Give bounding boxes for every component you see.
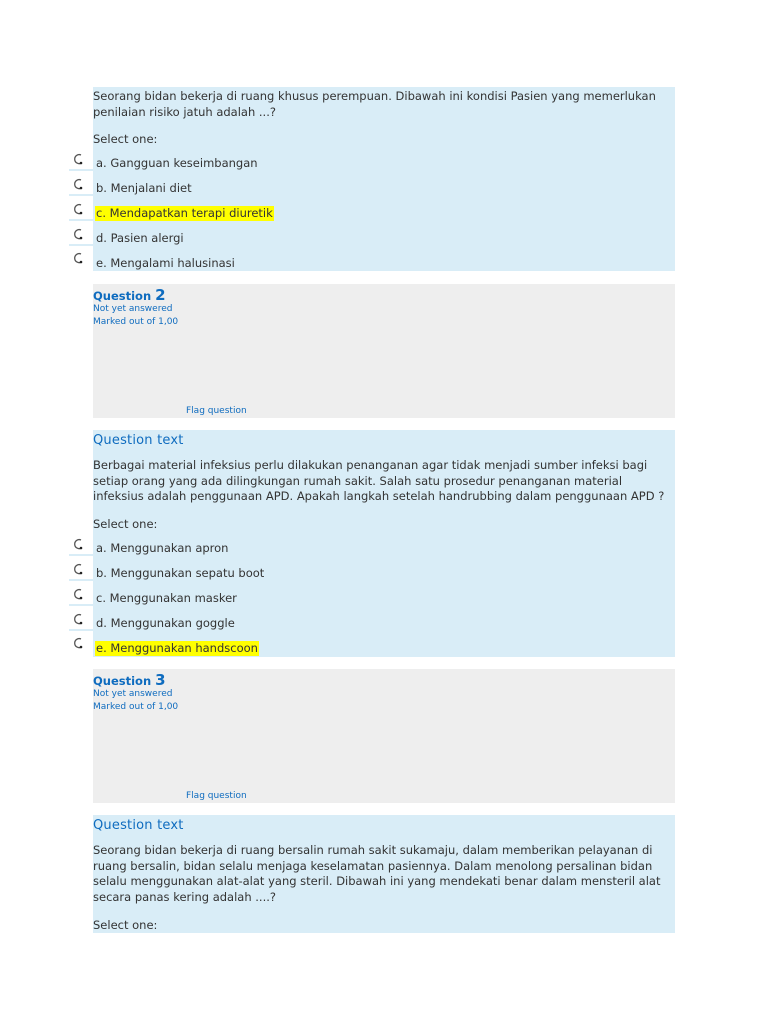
question-1-text: Seorang bidan bekerja di ruang khusus perempuan. Dibawah ini kondisi Pasien yang memerlukan penilaian risiko jatuh adalah ...? <box>93 89 656 119</box>
radio-button-icon[interactable] <box>69 585 93 603</box>
q2-option-e[interactable]: e. Menggunakan handscoon <box>96 641 258 655</box>
question-text-heading: Question text <box>93 433 184 448</box>
question-label: Question <box>93 289 152 303</box>
radio-button-icon[interactable] <box>69 249 93 267</box>
question-text-heading: Question text <box>93 818 184 833</box>
question-3-text: Seorang bidan bekerja di ruang bersalin rumah sakit sukamaju, dalam memberikan pelayanan di ruang bersalin, bidan selalu menjaga keselamatan pasiennya. Dalam menolong persalinan bidan selalu menggunakan alat-alat yang steril. Dibawah ini yang mendekati benar dalam mensteril alat secara panas kering adalah ....? <box>93 843 661 904</box>
question-3-content <box>93 815 675 933</box>
option-separator <box>69 244 93 246</box>
option-separator <box>69 554 93 556</box>
radio-button-icon[interactable] <box>69 175 93 193</box>
answer-state: Not yet answered <box>93 689 173 699</box>
q1-option-c[interactable]: c. Mendapatkan terapi diuretik <box>96 206 273 220</box>
question-2-number <box>93 286 166 304</box>
question-number: 2 <box>155 286 166 304</box>
select-one-label: Select one: <box>93 918 158 932</box>
question-label: Question <box>93 674 152 688</box>
option-separator <box>69 629 93 631</box>
question-3-info <box>93 669 675 803</box>
q1-option-d[interactable]: d. Pasien alergi <box>96 231 184 245</box>
marks-info: Marked out of 1,00 <box>93 702 179 712</box>
q2-option-a[interactable]: a. Menggunakan apron <box>96 541 229 555</box>
option-separator <box>69 169 93 171</box>
radio-button-icon[interactable] <box>69 610 93 628</box>
q2-option-d[interactable]: d. Menggunakan goggle <box>96 616 235 630</box>
radio-button-icon[interactable] <box>69 560 93 578</box>
question-number: 3 <box>155 671 166 689</box>
option-separator <box>69 579 93 581</box>
radio-button-icon[interactable] <box>69 225 93 243</box>
q2-option-b[interactable]: b. Menggunakan sepatu boot <box>96 566 265 580</box>
select-one-label: Select one: <box>93 132 158 146</box>
marks-info: Marked out of 1,00 <box>93 317 179 327</box>
flag-question-link[interactable]: Flag question <box>186 406 247 416</box>
radio-button-icon[interactable] <box>69 150 93 168</box>
radio-button-icon[interactable] <box>69 200 93 218</box>
option-separator <box>69 604 93 606</box>
q1-option-e[interactable]: e. Mengalami halusinasi <box>96 256 235 270</box>
question-2-content <box>93 430 675 657</box>
question-2-info <box>93 284 675 418</box>
radio-button-icon[interactable] <box>69 535 93 553</box>
answer-state: Not yet answered <box>93 304 173 314</box>
question-1-content <box>93 87 675 271</box>
q2-option-c[interactable]: c. Menggunakan masker <box>96 591 237 605</box>
question-3-number <box>93 671 166 689</box>
select-one-label: Select one: <box>93 517 158 531</box>
q1-option-b[interactable]: b. Menjalani diet <box>96 181 192 195</box>
option-separator <box>69 219 93 221</box>
option-separator <box>69 194 93 196</box>
radio-button-icon[interactable] <box>69 634 93 652</box>
question-2-text: Berbagai material infeksius perlu dilakukan penanganan agar tidak menjadi sumber infeksi bagi setiap orang yang ada dilingkungan rumah sakit. Salah satu prosedur penanganan material infeksius adalah penggunaan APD. Apakah langkah setelah handrubbing dalam penggunaan APD ? <box>93 458 665 503</box>
flag-question-link[interactable]: Flag question <box>186 791 247 801</box>
q1-option-a[interactable]: a. Gangguan keseimbangan <box>96 156 258 170</box>
